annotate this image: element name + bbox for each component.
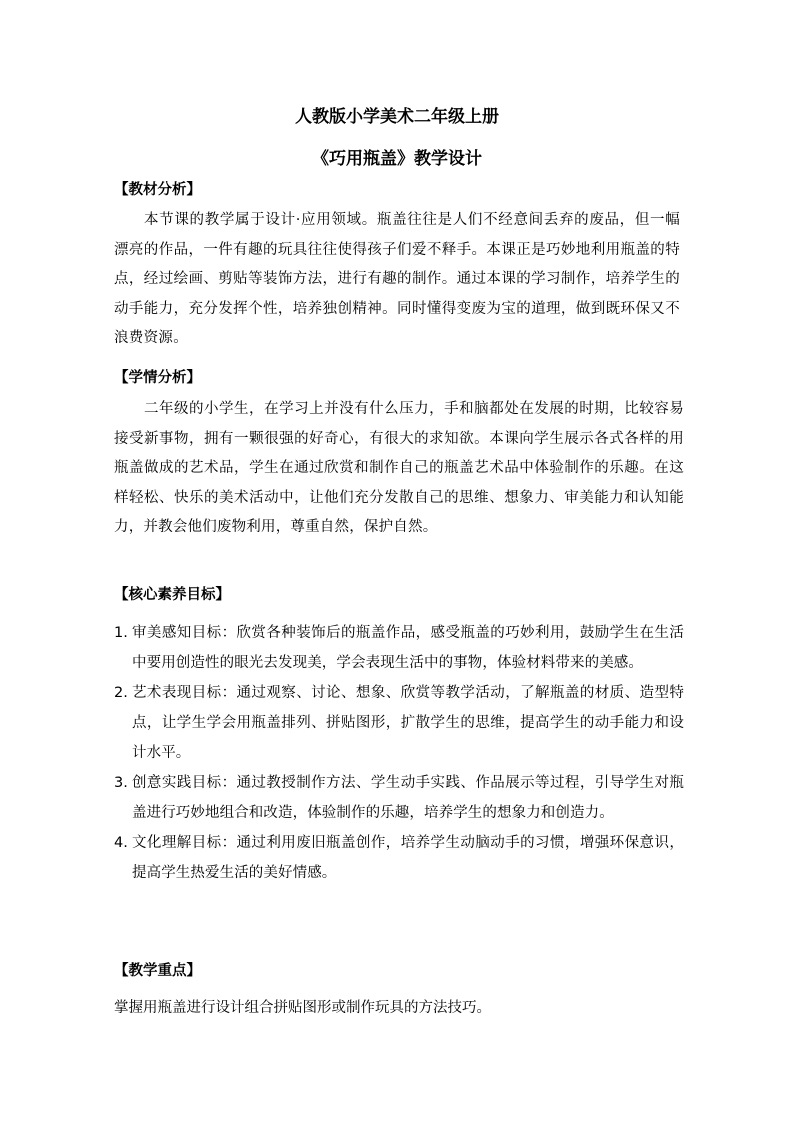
goal-number: 1. bbox=[114, 625, 128, 641]
core-goals-heading: 【核心素养目标】 bbox=[114, 587, 230, 603]
student-analysis-paragraph: 二年级的小学生，在学习上并没有什么压力，手和脑都处在发展的时期，比较容易 接受新事物，拥有一颗很强的好奇心，有很大的求知欲。本课向学生展示各式各样的用瓶盖做成的艺术品，学生在通过欣赏和制作自己的瓶盖艺术品中体验制作的乐趣。在这 样轻松、快乐的美术活动中，让他们充分发散自己的思维、想象力、审美能力和认知能力，并教会他们废物利用，尊重自然，保护自然。 bbox=[114, 401, 684, 535]
goal-text: 艺术表现目标：通过观察、讨论、想象、欣赏等教学活动，了解瓶盖的材质、造型特点，让学生学会用瓶盖排列、拼贴图形，扩散学生的思维，提高学生的动手能力和设计水平。 bbox=[132, 685, 684, 761]
goal-item bbox=[114, 678, 684, 768]
goal-item bbox=[114, 828, 684, 888]
goal-item bbox=[114, 618, 684, 678]
goal-text: 文化理解目标：通过利用废旧瓶盖创作，培养学生动脑动手的习惯，增强环保意识，提高学生热爱生活的美好情感。 bbox=[132, 835, 684, 881]
student-analysis-heading: 【学情分析】 bbox=[114, 370, 201, 386]
goal-number: 4. bbox=[114, 835, 128, 851]
key-points-heading: 【教学重点】 bbox=[114, 963, 201, 979]
material-analysis-heading: 【教材分析】 bbox=[114, 182, 201, 198]
core-goals-list bbox=[114, 618, 684, 888]
goal-text: 审美感知目标：欣赏各种装饰后的瓶盖作品，感受瓶盖的巧妙利用，鼓励学生在生活中要用创造性的眼光去发现美，学会表现生活中的事物，体验材料带来的美感。 bbox=[132, 625, 684, 671]
goal-number: 2. bbox=[114, 685, 128, 701]
goal-text: 创意实践目标：通过教授制作方法、学生动手实践、作品展示等过程，引导学生对瓶盖进行巧妙地组合和改造，体验制作的乐趣，培养学生的想象力和创造力。 bbox=[132, 775, 684, 821]
material-analysis-paragraph: 本节课的教学属于设计·应用领域。瓶盖往往是人们不经意间丢弃的废品，但一幅漂亮的作品，一件有趣的玩具往往使得孩子们爱不释手。本课正是巧妙地利用瓶盖的特点，经过绘画、剪贴等装饰方法，进行有趣的制作。通过本课的学习制作，培养学生的动手能力，充分发挥个性，培养独创精神。同时懂得变废为宝的道理，做到既环保又不浪费资源。 bbox=[114, 212, 680, 346]
document-title: 人教版小学美术二年级上册 bbox=[295, 107, 499, 127]
lesson-title: 《巧用瓶盖》教学设计 bbox=[312, 149, 482, 169]
key-points-paragraph: 掌握用瓶盖进行设计组合拼贴图形或制作玩具的方法技巧。 bbox=[114, 1000, 491, 1016]
goal-number: 3. bbox=[114, 775, 128, 791]
goal-item bbox=[114, 768, 684, 828]
